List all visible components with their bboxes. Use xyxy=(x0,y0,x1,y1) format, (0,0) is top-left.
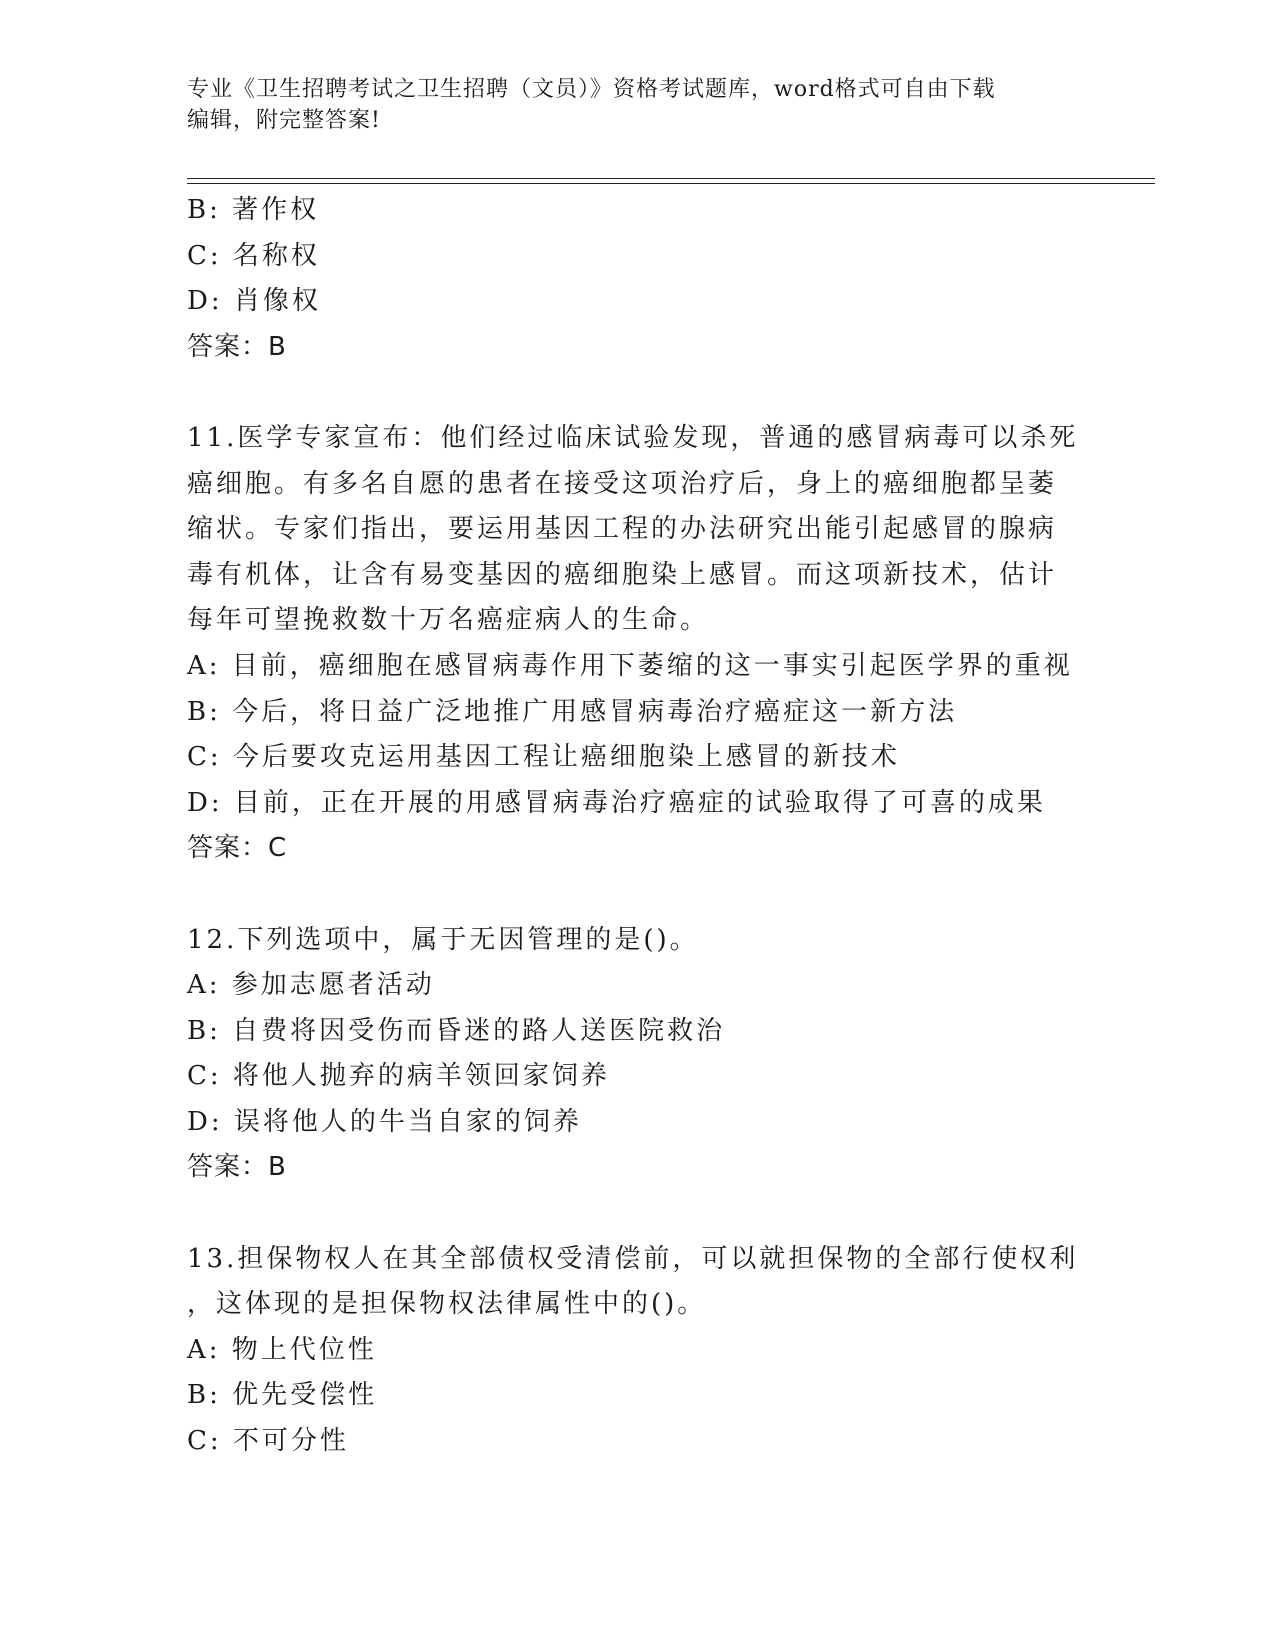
spacer xyxy=(187,1191,1187,1237)
question-text-line: 癌细胞。有多名自愿的患者在接受这项治疗后，身上的癌细胞都呈萎 xyxy=(187,468,1058,499)
question-block-12 xyxy=(187,918,1187,1192)
option-line: C: 不可分性 xyxy=(187,1426,349,1457)
question-text-line: 毒有机体，让含有易变基因的癌细胞染上感冒。而这项新技术，估计 xyxy=(187,559,1058,590)
spacer xyxy=(187,872,1187,918)
header-rule-bottom xyxy=(187,183,1155,184)
document-header xyxy=(187,74,1087,136)
answer-line: 答案：C xyxy=(187,833,288,864)
question-text-line: 13.担保物权人在其全部债权受清偿前，可以就担保物的全部行使权利 xyxy=(187,1243,1079,1274)
question-text-line: 每年可望挽救数十万名癌症病人的生命。 xyxy=(187,605,710,636)
spacer xyxy=(187,370,1187,416)
option-line: D: 误将他人的牛当自家的饲养 xyxy=(187,1106,582,1137)
option-line: A: 物上代位性 xyxy=(187,1334,377,1365)
question-text-line: ，这体现的是担保物权法律属性中的()。 xyxy=(187,1289,707,1320)
header-rule-top xyxy=(187,178,1155,179)
option-line: A: 参加志愿者活动 xyxy=(187,970,435,1001)
option-line: D: 目前，正在开展的用感冒病毒治疗癌症的试验取得了可喜的成果 xyxy=(187,787,1046,818)
option-line: B: 今后，将日益广泛地推广用感冒病毒治疗癌症这一新方法 xyxy=(187,696,958,727)
answer-line: 答案：B xyxy=(187,331,287,362)
option-line: C: 名称权 xyxy=(187,240,320,271)
question-text-line: 11.医学专家宣布：他们经过临床试验发现，普通的感冒病毒可以杀死 xyxy=(187,422,1079,453)
option-line: A: 目前，癌细胞在感冒病毒作用下萎缩的这一事实引起医学界的重视 xyxy=(187,650,1073,681)
option-line: C: 今后要攻克运用基因工程让癌细胞染上感冒的新技术 xyxy=(187,742,900,773)
option-line: C: 将他人抛弃的病羊领回家饲养 xyxy=(187,1061,610,1092)
question-block-13 xyxy=(187,1237,1187,1465)
question-text-line: 12.下列选项中，属于无因管理的是()。 xyxy=(187,924,699,955)
option-line: B: 著作权 xyxy=(187,195,320,225)
option-line: B: 优先受偿性 xyxy=(187,1380,378,1411)
question-text-line: 缩状。专家们指出，要运用基因工程的办法研究出能引起感冒的腺病 xyxy=(187,514,1058,545)
option-line: B: 自费将因受伤而昏迷的路人送医院救治 xyxy=(187,1015,726,1046)
question-block-10 xyxy=(187,188,1187,370)
answer-line: 答案：B xyxy=(187,1152,287,1183)
header-line-1: 专业《卫生招聘考试之卫生招聘（文员）》资格考试题库，word格式可自由下载 xyxy=(187,77,996,102)
option-line: D: 肖像权 xyxy=(187,286,321,317)
question-block-11 xyxy=(187,416,1187,872)
header-line-2: 编辑，附完整答案! xyxy=(187,108,381,133)
question-list xyxy=(187,188,1187,1465)
